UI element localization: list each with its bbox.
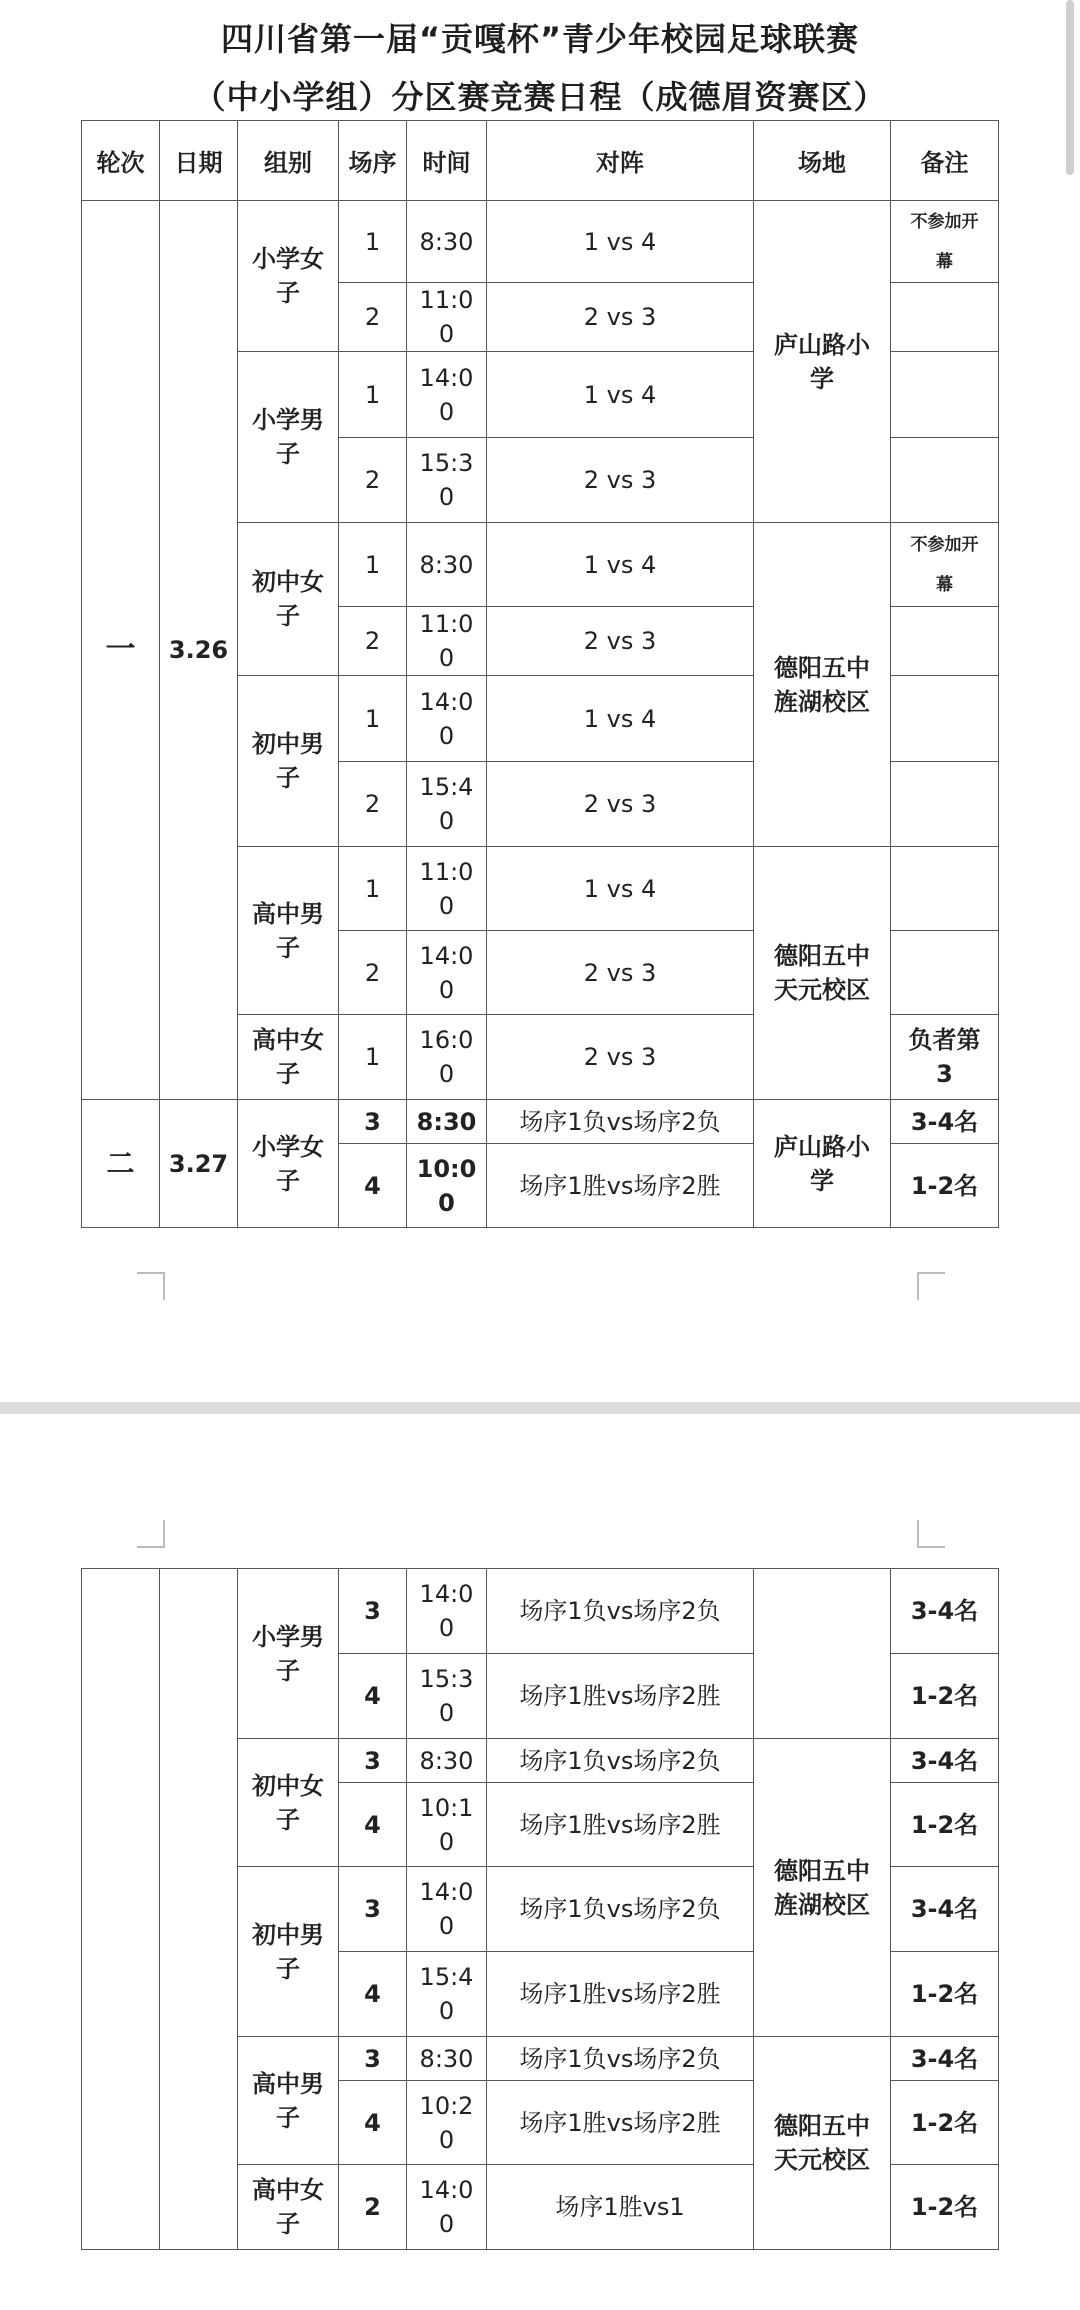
seq-cell: 1 <box>339 523 407 607</box>
match-cell: 场序1胜vs场序2胜 <box>487 2081 754 2165</box>
seq-cell: 3 <box>339 2037 407 2081</box>
time-cell: 15:30 <box>407 1654 487 1739</box>
group-cell: 高中女子 <box>238 1015 339 1100</box>
header-seq: 场序 <box>339 121 407 201</box>
note-cell: 不参加开幕 <box>891 201 999 283</box>
group-cell: 高中男子 <box>238 847 339 1015</box>
seq-cell: 2 <box>339 283 407 352</box>
venue-cell: 德阳五中旌湖校区 <box>754 1739 891 2037</box>
seq-cell: 1 <box>339 847 407 931</box>
note-cell <box>891 762 999 847</box>
group-cell: 小学女子 <box>238 201 339 352</box>
round-cell: 二 <box>82 1100 160 1228</box>
page-divider <box>0 1402 1080 1414</box>
match-cell: 1 vs 4 <box>487 847 754 931</box>
note-cell <box>891 676 999 762</box>
group-cell: 高中男子 <box>238 2037 339 2165</box>
match-cell: 1 vs 4 <box>487 523 754 607</box>
venue-cell: 庐山路小学 <box>754 1100 891 1228</box>
time-cell: 8:30 <box>407 1100 487 1144</box>
seq-cell: 4 <box>339 1654 407 1739</box>
seq-cell: 1 <box>339 352 407 438</box>
time-cell: 14:00 <box>407 1569 487 1654</box>
schedule-table-page1 <box>81 120 999 1228</box>
note-cell: 1-2名 <box>891 1952 999 2037</box>
note-cell: 3-4名 <box>891 1100 999 1144</box>
time-cell: 11:00 <box>407 283 487 352</box>
page-corner-mark <box>137 1520 165 1548</box>
seq-cell: 2 <box>339 607 407 676</box>
group-cell: 初中男子 <box>238 1867 339 2037</box>
match-cell: 场序1负vs场序2负 <box>487 1569 754 1654</box>
match-cell: 场序1胜vs场序2胜 <box>487 1654 754 1739</box>
group-cell: 高中女子 <box>238 2165 339 2250</box>
page-title-line2: （中小学组）分区赛竞赛日程（成德眉资赛区） <box>193 78 887 116</box>
header-time: 时间 <box>407 121 487 201</box>
note-cell: 3-4名 <box>891 1867 999 1952</box>
venue-cell: 德阳五中天元校区 <box>754 2037 891 2250</box>
time-cell: 16:00 <box>407 1015 487 1100</box>
table-row <box>82 201 999 283</box>
page-corner-mark <box>917 1272 945 1300</box>
time-cell: 14:00 <box>407 931 487 1015</box>
time-cell: 11:00 <box>407 607 487 676</box>
time-cell: 14:00 <box>407 2165 487 2250</box>
venue-cell: 德阳五中旌湖校区 <box>754 523 891 847</box>
note-cell: 负者第3 <box>891 1015 999 1100</box>
match-cell: 2 vs 3 <box>487 1015 754 1100</box>
match-cell: 2 vs 3 <box>487 283 754 352</box>
time-cell: 15:40 <box>407 762 487 847</box>
group-cell: 初中男子 <box>238 676 339 847</box>
header-group: 组别 <box>238 121 339 201</box>
table-row <box>82 1100 999 1144</box>
match-cell: 2 vs 3 <box>487 438 754 523</box>
venue-cell: 德阳五中天元校区 <box>754 847 891 1100</box>
note-cell: 3-4名 <box>891 1739 999 1783</box>
note-cell <box>891 438 999 523</box>
match-cell: 1 vs 4 <box>487 201 754 283</box>
round-cell <box>82 1569 160 2250</box>
schedule-table-page2 <box>81 1568 999 2250</box>
note-cell <box>891 352 999 438</box>
note-cell: 3-4名 <box>891 2037 999 2081</box>
note-cell: 不参加开幕 <box>891 523 999 607</box>
match-cell: 场序1负vs场序2负 <box>487 1739 754 1783</box>
group-cell: 小学男子 <box>238 352 339 523</box>
seq-cell: 3 <box>339 1569 407 1654</box>
venue-cell <box>754 1569 891 1739</box>
seq-cell: 2 <box>339 762 407 847</box>
match-cell: 场序1胜vs场序2胜 <box>487 1952 754 2037</box>
match-cell: 2 vs 3 <box>487 762 754 847</box>
note-cell: 1-2名 <box>891 1144 999 1228</box>
header-venue: 场地 <box>754 121 891 201</box>
match-cell: 1 vs 4 <box>487 352 754 438</box>
seq-cell: 4 <box>339 2081 407 2165</box>
time-cell: 15:40 <box>407 1952 487 2037</box>
seq-cell: 3 <box>339 1739 407 1783</box>
date-cell: 3.26 <box>160 201 238 1100</box>
seq-cell: 1 <box>339 676 407 762</box>
time-cell: 11:00 <box>407 847 487 931</box>
note-cell: 1-2名 <box>891 2165 999 2250</box>
page-corner-mark <box>137 1272 165 1300</box>
page-corner-mark <box>917 1520 945 1548</box>
table-row <box>82 1569 999 1654</box>
seq-cell: 4 <box>339 1783 407 1867</box>
match-cell: 场序1负vs场序2负 <box>487 2037 754 2081</box>
date-cell <box>160 1569 238 2250</box>
match-cell: 场序1胜vs1 <box>487 2165 754 2250</box>
group-cell: 初中女子 <box>238 1739 339 1867</box>
seq-cell: 3 <box>339 1867 407 1952</box>
match-cell: 场序1负vs场序2负 <box>487 1100 754 1144</box>
group-cell: 小学男子 <box>238 1569 339 1739</box>
header-match: 对阵 <box>487 121 754 201</box>
match-cell: 2 vs 3 <box>487 931 754 1015</box>
date-cell: 3.27 <box>160 1100 238 1228</box>
header-date: 日期 <box>160 121 238 201</box>
seq-cell: 2 <box>339 438 407 523</box>
group-cell: 小学女子 <box>238 1100 339 1228</box>
seq-cell: 3 <box>339 1100 407 1144</box>
group-cell: 初中女子 <box>238 523 339 676</box>
seq-cell: 2 <box>339 2165 407 2250</box>
note-cell <box>891 607 999 676</box>
match-cell: 2 vs 3 <box>487 607 754 676</box>
seq-cell: 4 <box>339 1952 407 2037</box>
header-round: 轮次 <box>82 121 160 201</box>
seq-cell: 1 <box>339 1015 407 1100</box>
note-cell <box>891 931 999 1015</box>
match-cell: 场序1胜vs场序2胜 <box>487 1783 754 1867</box>
seq-cell: 4 <box>339 1144 407 1228</box>
round-cell: 一 <box>82 201 160 1100</box>
note-cell: 1-2名 <box>891 2081 999 2165</box>
page-title-line1: 四川省第一届“贡嘎杯”青少年校园足球联赛 <box>220 20 860 58</box>
time-cell: 14:00 <box>407 676 487 762</box>
time-cell: 10:00 <box>407 1144 487 1228</box>
time-cell: 8:30 <box>407 1739 487 1783</box>
note-cell: 1-2名 <box>891 1783 999 1867</box>
header-row <box>82 121 999 201</box>
time-cell: 8:30 <box>407 523 487 607</box>
header-note: 备注 <box>891 121 999 201</box>
seq-cell: 2 <box>339 931 407 1015</box>
match-cell: 场序1负vs场序2负 <box>487 1867 754 1952</box>
time-cell: 14:00 <box>407 352 487 438</box>
note-cell: 1-2名 <box>891 1654 999 1739</box>
seq-cell: 1 <box>339 201 407 283</box>
time-cell: 10:20 <box>407 2081 487 2165</box>
time-cell: 8:30 <box>407 201 487 283</box>
time-cell: 8:30 <box>407 2037 487 2081</box>
time-cell: 10:10 <box>407 1783 487 1867</box>
match-cell: 1 vs 4 <box>487 676 754 762</box>
time-cell: 15:30 <box>407 438 487 523</box>
note-cell: 3-4名 <box>891 1569 999 1654</box>
note-cell <box>891 283 999 352</box>
note-cell <box>891 847 999 931</box>
match-cell: 场序1胜vs场序2胜 <box>487 1144 754 1228</box>
time-cell: 14:00 <box>407 1867 487 1952</box>
venue-cell: 庐山路小学 <box>754 201 891 523</box>
